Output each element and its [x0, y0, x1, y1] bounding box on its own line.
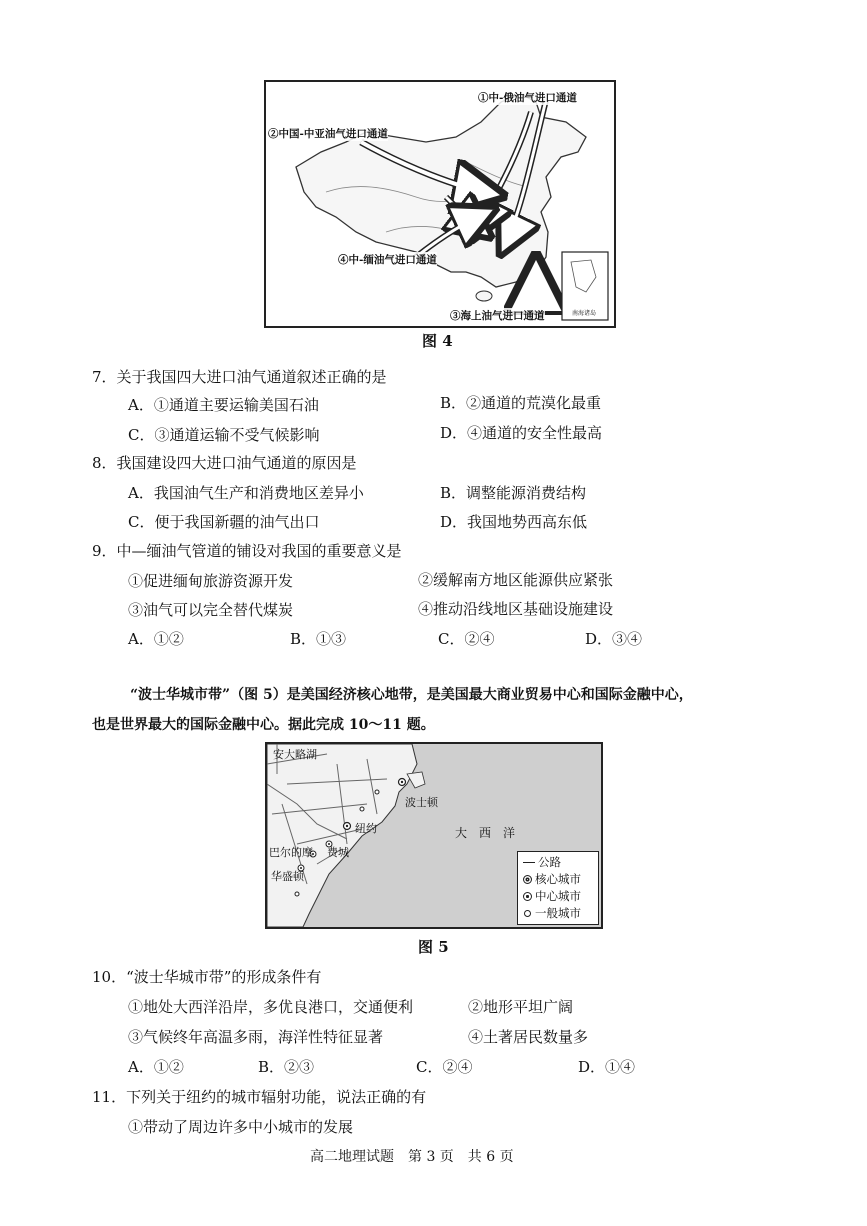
core-city-icon [523, 875, 532, 884]
q8-option-d[interactable]: D．我国地势西高东低 [440, 513, 588, 531]
q9-option-c[interactable]: C．②④ [438, 630, 495, 648]
q11-stem: 11．下列关于纽约的城市辐射功能，说法正确的有 [92, 1088, 427, 1106]
philadelphia-label: 费城 [327, 846, 349, 859]
q7-option-b[interactable]: B．②通道的荒漠化最重 [440, 394, 602, 412]
figure-4-caption: 图 4 [422, 332, 453, 350]
q10-statement-4: ④土著居民数量多 [468, 1028, 589, 1046]
legend-core-city: 核心城市 [523, 871, 593, 888]
q10-option-d[interactable]: D．①④ [578, 1058, 636, 1076]
central-city-icon [523, 892, 532, 901]
figure-5-caption: 图 5 [418, 938, 449, 956]
general-city-icon [524, 910, 531, 917]
q7-stem: 7．关于我国四大进口油气通道叙述正确的是 [92, 368, 387, 386]
page-footer: 高二地理试题 第 3 页 共 6 页 [310, 1149, 514, 1165]
q8-option-c[interactable]: C．便于我国新疆的油气出口 [128, 513, 320, 531]
route-1-label: ①中-俄油气进口通道 [478, 92, 577, 104]
baltimore-label: 巴尔的摩 [269, 846, 313, 859]
china-map-graphic [266, 82, 614, 326]
intro-line-1: “波士华城市带”（图 5）是美国经济核心地带，是美国最大商业贸易中心和国际金融中心， [130, 687, 693, 703]
route-4-label: ④中-缅油气进口通道 [338, 254, 437, 266]
q8-option-a[interactable]: A．我国油气生产和消费地区差异小 [128, 484, 364, 502]
q9-statement-4: ④推动沿线地区基础设施建设 [418, 600, 614, 618]
q9-stem: 9．中—缅油气管道的铺设对我国的重要意义是 [92, 542, 402, 560]
legend-general-city: 一般城市 [523, 905, 593, 922]
inset-label: 南海诸岛 [572, 310, 597, 317]
q10-statement-1: ①地处大西洋沿岸，多优良港口，交通便利 [128, 998, 414, 1016]
road-line-icon [523, 862, 535, 863]
washington-label: 华盛顿 [271, 870, 304, 883]
topleft-label: 安大略湖 [273, 748, 317, 761]
q8-stem: 8．我国建设四大进口油气通道的原因是 [92, 454, 357, 472]
q9-option-d[interactable]: D．③④ [585, 630, 643, 648]
newyork-label: 纽约 [355, 822, 377, 835]
q10-option-c[interactable]: C．②④ [416, 1058, 473, 1076]
route-2-label: ②中国-中亚油气进口通道 [268, 128, 388, 140]
q9-option-b[interactable]: B．①③ [290, 630, 347, 648]
intro-line-2: 也是世界最大的国际金融中心。据此完成 10～11 题。 [92, 717, 435, 733]
q7-option-c[interactable]: C．③通道运输不受气候影响 [128, 426, 320, 444]
q7-option-a[interactable]: A．①通道主要运输美国石油 [128, 396, 319, 414]
q10-option-b[interactable]: B．②③ [258, 1058, 315, 1076]
q9-statement-3: ③油气可以完全替代煤炭 [128, 601, 294, 619]
q7-option-d[interactable]: D．④通道的安全性最高 [440, 424, 603, 442]
boston-label: 波士顿 [405, 796, 438, 809]
figure-4-map [264, 80, 616, 328]
map-legend [517, 851, 599, 925]
q10-stem: 10．“波士华城市带”的形成条件有 [92, 968, 322, 986]
q10-statement-3: ③气候终年高温多雨，海洋性特征显著 [128, 1028, 384, 1046]
legend-road: 公路 [523, 854, 593, 871]
route-3-label: ③海上油气进口通道 [450, 310, 545, 322]
hainan-island [476, 291, 492, 301]
q9-statement-2: ②缓解南方地区能源供应紧张 [418, 571, 614, 589]
q9-option-a[interactable]: A．①② [128, 630, 184, 648]
q11-statement-1: ①带动了周边许多中小城市的发展 [128, 1118, 354, 1136]
q10-statement-2: ②地形平坦广阔 [468, 998, 574, 1016]
intro-paragraph [92, 680, 792, 740]
q9-statement-1: ①促进缅甸旅游资源开发 [128, 572, 294, 590]
figure-5-map [265, 742, 603, 929]
ocean-label: 大 西 洋 [455, 826, 516, 840]
land-area [267, 744, 417, 927]
q10-option-a[interactable]: A．①② [128, 1058, 184, 1076]
q8-option-b[interactable]: B．调整能源消费结构 [440, 484, 587, 502]
legend-central-city: 中心城市 [523, 888, 593, 905]
